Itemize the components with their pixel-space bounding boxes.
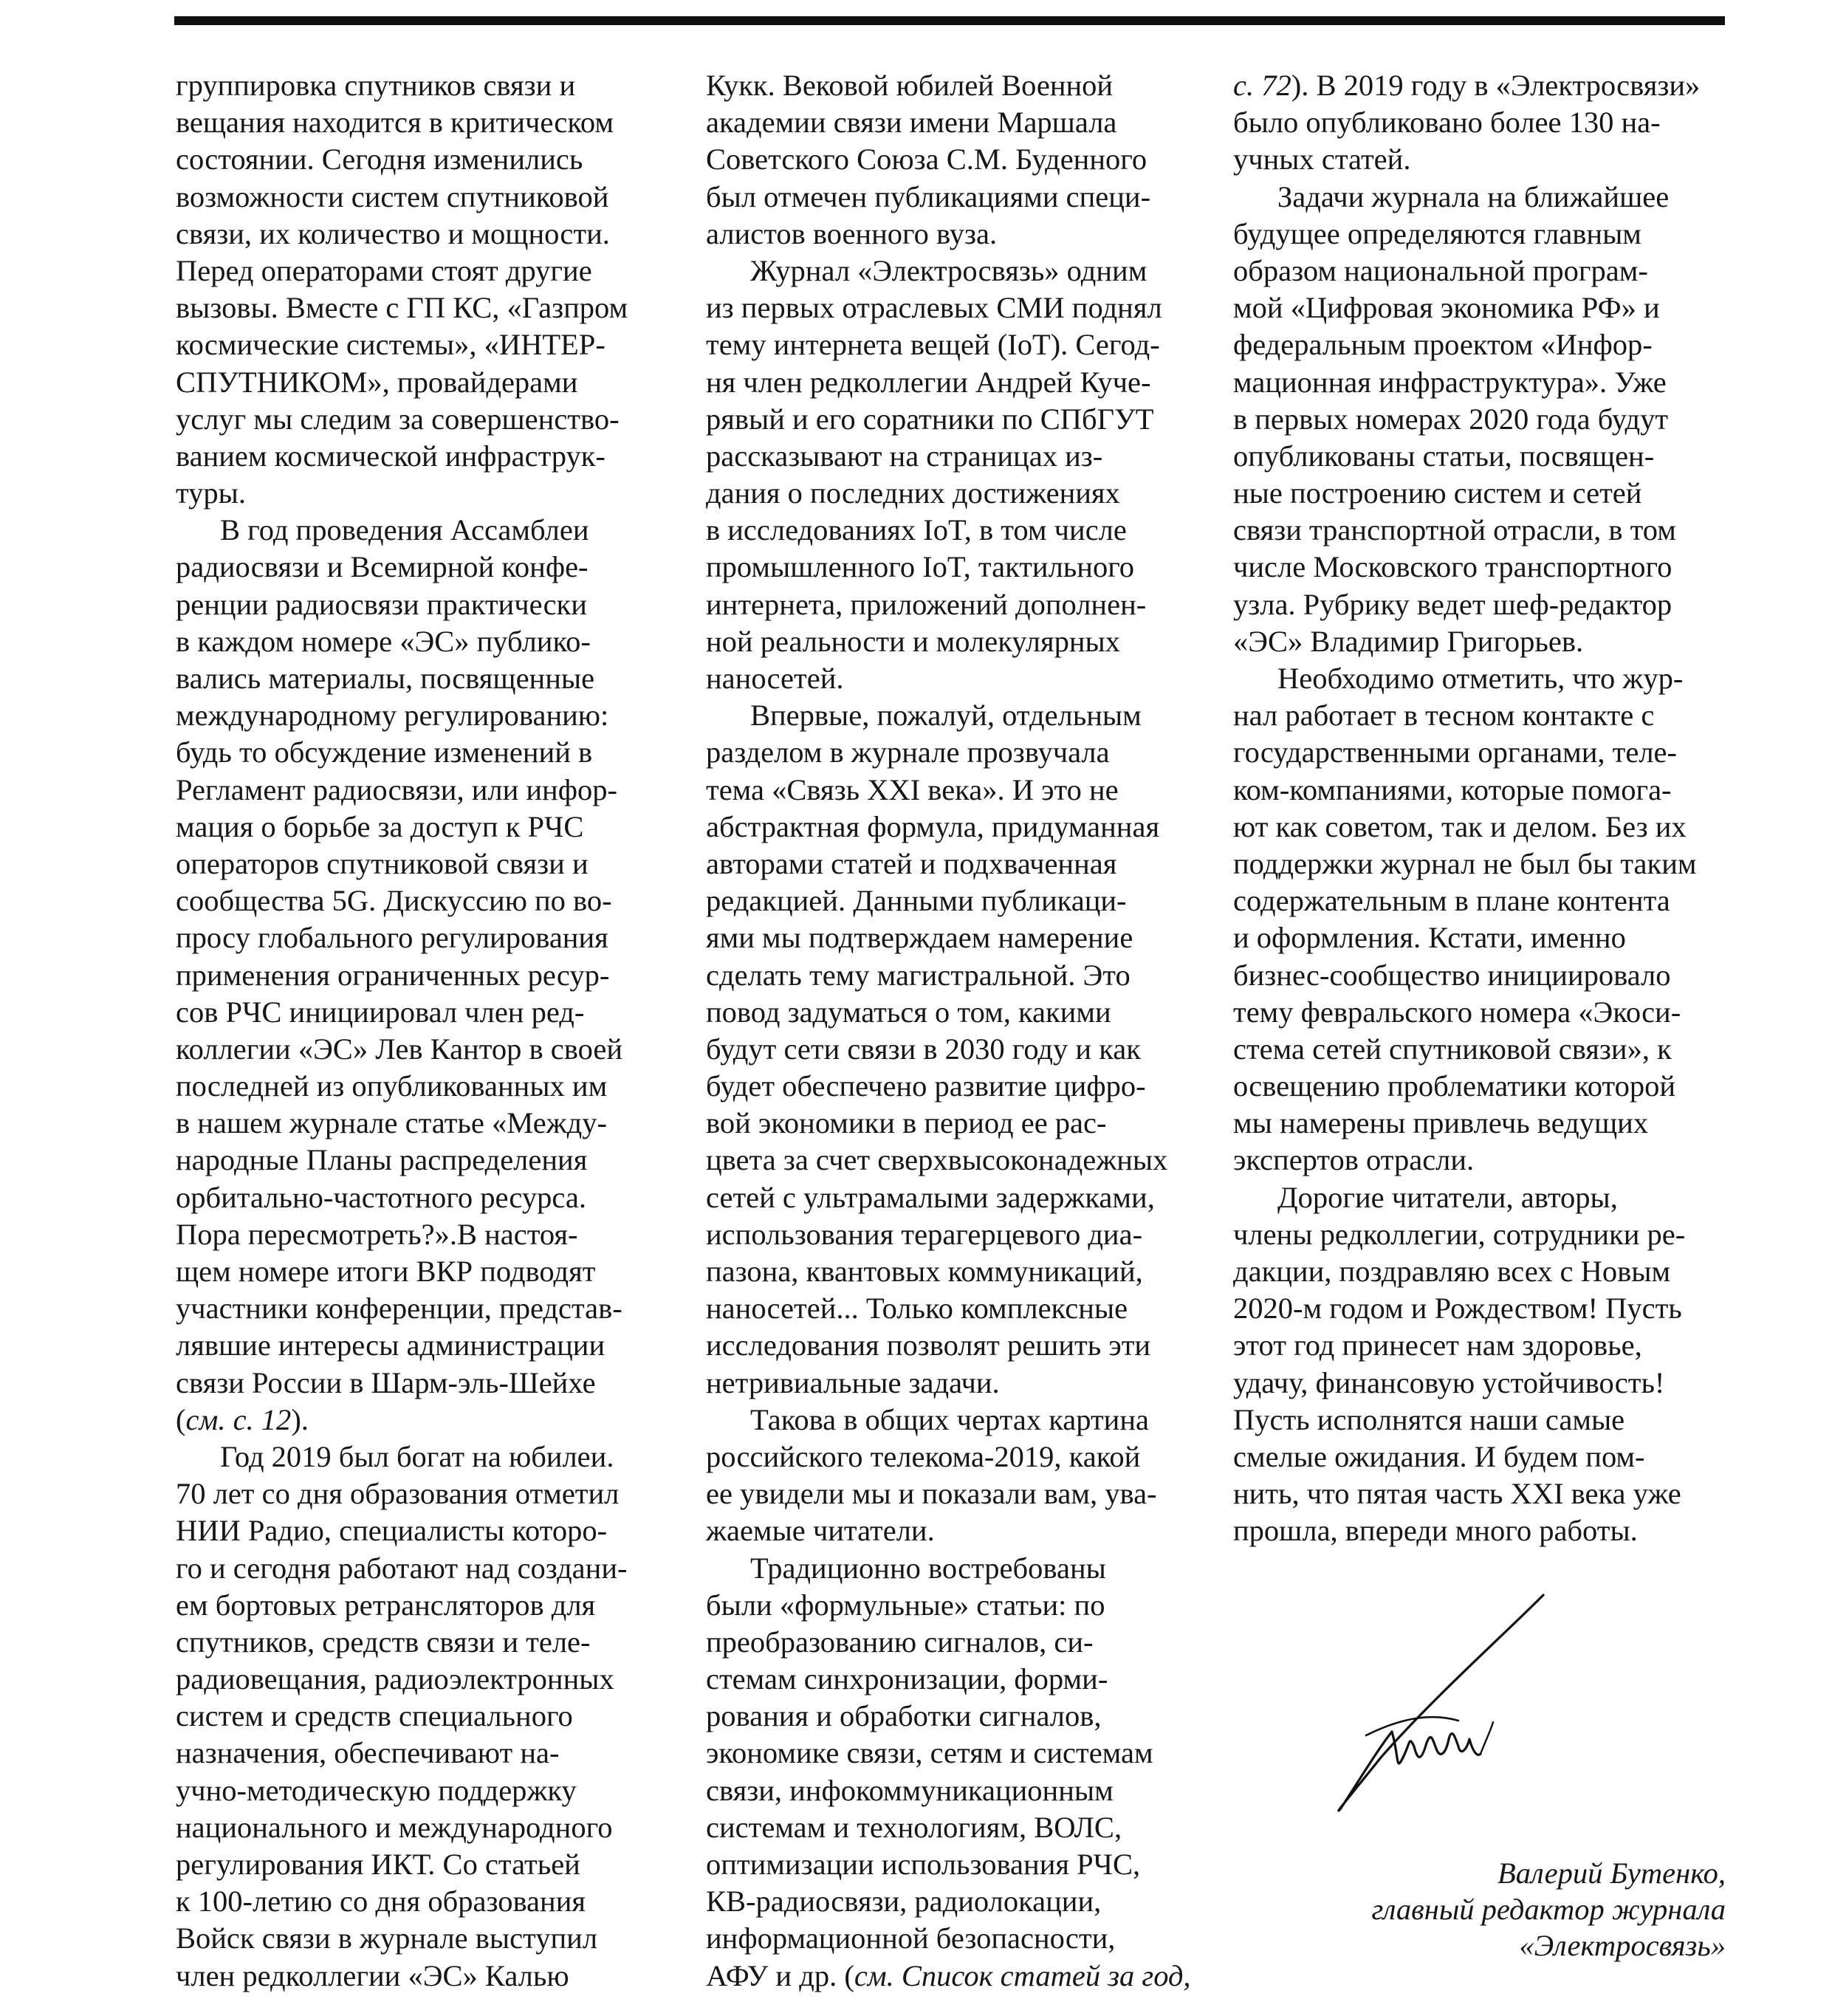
journal-name: «Электросвязь» bbox=[1519, 1929, 1726, 1962]
text-line: КВ-радиосвязи, радиолокации, bbox=[706, 1885, 1102, 1919]
text-line: радиосвязи и Всемирной конфе- bbox=[176, 550, 589, 584]
text-line: ее увидели мы и показали вам, ува- bbox=[706, 1477, 1157, 1511]
text-line: цвета за счет сверхвысоконадежных bbox=[706, 1143, 1168, 1177]
text-line: Перед операторами стоят другие bbox=[176, 253, 592, 287]
text-line: содержательным в плане контента bbox=[1233, 884, 1670, 918]
text-line: удачу, финансовую устойчивость! bbox=[1233, 1365, 1665, 1399]
text-line: возможности систем спутниковой bbox=[176, 179, 609, 213]
text-line: будущее определяются главным bbox=[1233, 216, 1641, 250]
text-line: сов РЧС инициировал член ред- bbox=[176, 995, 585, 1029]
text-line: «ЭС» Владимир Григорьев. bbox=[1233, 624, 1584, 658]
text-line: авторами статей и подхваченная bbox=[706, 846, 1117, 880]
text-line: Советского Союза С.М. Буденного bbox=[706, 143, 1147, 176]
text-line: ют как советом, так и делом. Без их bbox=[1233, 809, 1687, 843]
text-line: будут сети связи в 2030 году и как bbox=[706, 1032, 1141, 1066]
text-line: применения ограниченных ресур- bbox=[176, 958, 610, 992]
text-line: ями мы подтверждаем намерение bbox=[706, 921, 1133, 955]
text-line: космические системы», «ИНТЕР- bbox=[176, 328, 605, 362]
text-line: тему февральского номера «Экоси- bbox=[1233, 995, 1681, 1029]
text-line: сетей с ультрамалыми задержками, bbox=[706, 1180, 1155, 1214]
text-line: связи России в Шарм-эль-Шейхе bbox=[176, 1365, 596, 1399]
text-line: учно-методическую поддержку bbox=[176, 1773, 577, 1807]
text-line: ня член редколлегии Андрей Куче- bbox=[706, 365, 1151, 399]
editor-signature bbox=[1322, 1588, 1565, 1824]
text-line: оптимизации использования РЧС, bbox=[706, 1848, 1141, 1881]
text-line: народные Планы распределения bbox=[176, 1143, 588, 1177]
text-line: 70 лет со дня образования отметил bbox=[176, 1477, 620, 1511]
text-line: узла. Рубрику ведет шеф-редактор bbox=[1233, 587, 1673, 621]
text-line: информационной безопасности, bbox=[706, 1921, 1116, 1955]
text-line: связи, их количество и мощности. bbox=[176, 216, 610, 250]
text-line: бизнес-сообщество инициировало bbox=[1233, 958, 1671, 992]
text-line: СПУТНИКОМ», провайдерами bbox=[176, 365, 578, 399]
text-line: наносетей. bbox=[706, 662, 844, 695]
text-line: нить, что пятая часть XXI века уже bbox=[1233, 1477, 1681, 1511]
text-line: Задачи журнала на ближайшее bbox=[1277, 179, 1670, 213]
text-line: связи транспортной отрасли, в том bbox=[1233, 513, 1676, 547]
text-line: федеральным проектом «Инфор- bbox=[1233, 328, 1653, 362]
text-line: жаемые читатели. bbox=[706, 1514, 935, 1548]
text-line: Необходимо отметить, что жур- bbox=[1277, 662, 1684, 695]
text-line: мация о борьбе за доступ к РЧС bbox=[176, 809, 584, 843]
text-line: системам и технологиям, ВОЛС, bbox=[706, 1810, 1122, 1844]
text-line: российского телекома-2019, какой bbox=[706, 1439, 1141, 1473]
text-line: АФУ и др. (см. Список статей за год, bbox=[706, 1958, 1191, 1992]
text-line: были «формульные» статьи: по bbox=[706, 1588, 1105, 1622]
text-line: систем и средств специального bbox=[176, 1699, 573, 1733]
text-line: члены редколлегии, сотрудники ре- bbox=[1233, 1217, 1686, 1251]
text-line: в первых номерах 2020 года будут bbox=[1233, 402, 1669, 436]
text-line: дания о последних достижениях bbox=[706, 476, 1120, 510]
text-line: лявшие интересы администрации bbox=[176, 1328, 605, 1362]
text-line: Год 2019 был богат на юбилеи. bbox=[220, 1439, 614, 1473]
text-line: экономике связи, сетям и системам bbox=[706, 1736, 1153, 1770]
text-line: в нашем журнале статье «Между- bbox=[176, 1106, 608, 1140]
text-line: НИИ Радио, специалисты которо- bbox=[176, 1514, 608, 1548]
text-line: этот год принесет нам здоровье, bbox=[1233, 1328, 1642, 1362]
text-line: рявый и его соратники по СПбГУТ bbox=[706, 402, 1154, 436]
text-line: группировка спутников связи и bbox=[176, 69, 576, 102]
text-line: с. 72). В 2019 году в «Электросвязи» bbox=[1233, 69, 1701, 102]
text-line: В год проведения Ассамблеи bbox=[220, 513, 589, 547]
text-line: Пусть исполнятся наши самые bbox=[1233, 1402, 1625, 1436]
text-line: Пора пересмотреть?».В настоя- bbox=[176, 1217, 578, 1251]
text-line: спутников, средств связи и теле- bbox=[176, 1625, 591, 1659]
text-line: образом национальной програм- bbox=[1233, 253, 1648, 287]
text-line: дакции, поздравляю всех с Новым bbox=[1233, 1255, 1671, 1288]
text-line: будет обеспечено развитие цифро- bbox=[706, 1069, 1146, 1103]
text-line: смелые ожидания. И будем пом- bbox=[1233, 1439, 1645, 1473]
text-line: Такова в общих чертах картина bbox=[750, 1402, 1149, 1436]
text-line: щем номере итоги ВКР подводят bbox=[176, 1255, 596, 1288]
text-line: академии связи имени Маршала bbox=[706, 106, 1117, 140]
text-line: Войск связи в журнале выступил bbox=[176, 1921, 598, 1955]
text-line: будь то обсуждение изменений в bbox=[176, 736, 593, 769]
text-line: использования терагерцевого диа- bbox=[706, 1217, 1143, 1251]
text-line: сделать тему магистральной. Это bbox=[706, 958, 1131, 992]
text-line: ной реальности и молекулярных bbox=[706, 624, 1120, 658]
text-line: вещания находится в критическом bbox=[176, 106, 614, 140]
text-line: был отмечен публикациями специ- bbox=[706, 179, 1151, 213]
text-line: рассказывают на страницах из- bbox=[706, 439, 1103, 473]
text-line: назначения, обеспечивают на- bbox=[176, 1736, 560, 1770]
text-line: нал работает в тесном контакте с bbox=[1233, 699, 1655, 733]
text-line: учных статей. bbox=[1233, 143, 1411, 176]
text-line: 2020-м годом и Рождеством! Пусть bbox=[1233, 1292, 1682, 1326]
text-line: стемам синхронизации, форми- bbox=[706, 1662, 1108, 1696]
text-line: орбитально-частотного ресурса. bbox=[176, 1180, 586, 1214]
author-name: Валерий Бутенко, bbox=[1497, 1856, 1726, 1890]
text-line: Регламент радиосвязи, или инфор- bbox=[176, 772, 617, 806]
text-line: мой «Цифровая экономика РФ» и bbox=[1233, 291, 1660, 325]
author-role: главный редактор журнала bbox=[1371, 1893, 1726, 1926]
text-line: освещению проблематики которой bbox=[1233, 1069, 1675, 1103]
text-line: повод задуматься о том, какими bbox=[706, 995, 1111, 1029]
text-line: участники конференции, представ- bbox=[176, 1292, 622, 1326]
text-line: ные построению систем и сетей bbox=[1233, 476, 1642, 510]
text-line: ренции радиосвязи практически bbox=[176, 587, 587, 621]
text-line: сообщества 5G. Дискуссию по во- bbox=[176, 884, 612, 918]
text-line: Традиционно востребованы bbox=[750, 1551, 1106, 1585]
text-line: вызовы. Вместе с ГП КС, «Газпром bbox=[176, 291, 628, 325]
text-line: международному регулированию: bbox=[176, 699, 609, 733]
text-line: радиовещания, радиоэлектронных bbox=[176, 1662, 614, 1696]
text-line: редакцией. Данными публикаци- bbox=[706, 884, 1127, 918]
text-line: рования и обработки сигналов, bbox=[706, 1699, 1102, 1733]
text-line: регулирования ИКТ. Со статьей bbox=[176, 1848, 580, 1881]
text-line: преобразованию сигналов, си- bbox=[706, 1625, 1094, 1659]
text-line: услуг мы следим за совершенство- bbox=[176, 402, 620, 436]
text-line: вой экономики в период ее рас- bbox=[706, 1106, 1107, 1140]
article-column-3 bbox=[1233, 67, 1735, 1550]
text-line: прошла, впереди много работы. bbox=[1233, 1514, 1638, 1548]
text-line: вались материалы, посвященные bbox=[176, 662, 595, 695]
text-line: поддержки журнал не был бы таким bbox=[1233, 846, 1697, 880]
author-byline bbox=[1372, 1855, 1726, 1964]
text-line: исследования позволят решить эти bbox=[706, 1328, 1151, 1362]
text-line: в исследованиях IoT, в том числе bbox=[706, 513, 1127, 547]
text-line: член редколлегии «ЭС» Калью bbox=[176, 1958, 569, 1992]
text-line: наносетей... Только комплексные bbox=[706, 1292, 1128, 1326]
text-line: стема сетей спутниковой связи», к bbox=[1233, 1032, 1672, 1066]
article-column-2 bbox=[706, 67, 1208, 1995]
text-line: Кукк. Вековой юбилей Военной bbox=[706, 69, 1114, 102]
text-line: государственными органами, теле- bbox=[1233, 736, 1677, 769]
text-line: го и сегодня работают над создани- bbox=[176, 1551, 628, 1585]
text-line: связи, инфокоммуникационным bbox=[706, 1773, 1114, 1807]
text-line: пазона, квантовых коммуникаций, bbox=[706, 1255, 1143, 1288]
text-line: разделом в журнале прозвучала bbox=[706, 736, 1110, 769]
text-line: Дорогие читатели, авторы, bbox=[1277, 1180, 1618, 1214]
text-line: из первых отраслевых СМИ поднял bbox=[706, 291, 1162, 325]
text-line: туры. bbox=[176, 476, 247, 510]
text-line: ем бортовых ретрансляторов для bbox=[176, 1588, 596, 1622]
text-line: числе Московского транспортного bbox=[1233, 550, 1673, 584]
text-line: экспертов отрасли. bbox=[1233, 1143, 1475, 1177]
text-line: состоянии. Сегодня изменились bbox=[176, 143, 583, 176]
text-line: тему интернета вещей (IoT). Сегод- bbox=[706, 328, 1160, 362]
text-line: коллегии «ЭС» Лев Кантор в своей bbox=[176, 1032, 622, 1066]
text-line: Журнал «Электросвязь» одним bbox=[750, 253, 1147, 287]
article-column-1 bbox=[176, 67, 678, 1995]
text-line: алистов военного вуза. bbox=[706, 216, 998, 250]
text-line: ванием космической инфраструк- bbox=[176, 439, 605, 473]
text-line: последней из опубликованных им bbox=[176, 1069, 608, 1103]
text-line: было опубликовано более 130 на- bbox=[1233, 106, 1661, 140]
text-line: Впервые, пожалуй, отдельным bbox=[750, 699, 1142, 733]
top-rule bbox=[174, 16, 1725, 25]
text-line: национального и международного bbox=[176, 1810, 613, 1844]
text-line: ком-компаниями, которые помога- bbox=[1233, 772, 1672, 806]
text-line: и оформления. Кстати, именно bbox=[1233, 921, 1626, 955]
text-line: интернета, приложений дополнен- bbox=[706, 587, 1147, 621]
text-line: просу глобального регулирования bbox=[176, 921, 608, 955]
text-line: мы намерены привлечь ведущих bbox=[1233, 1106, 1649, 1140]
text-line: абстрактная формула, придуманная bbox=[706, 809, 1160, 843]
text-line: тема «Связь XXI века». И это не bbox=[706, 772, 1119, 806]
text-line: мационная инфраструктура». Уже bbox=[1233, 365, 1667, 399]
text-line: операторов спутниковой связи и bbox=[176, 846, 589, 880]
text-line: опубликованы статьи, посвящен- bbox=[1233, 439, 1655, 473]
text-line: нетривиальные задачи. bbox=[706, 1365, 1000, 1399]
text-line: к 100-летию со дня образования bbox=[176, 1885, 586, 1919]
text-line: в каждом номере «ЭС» публико- bbox=[176, 624, 591, 658]
text-line: (см. с. 12). bbox=[176, 1402, 309, 1436]
text-line: промышленного IoT, тактильного bbox=[706, 550, 1135, 584]
